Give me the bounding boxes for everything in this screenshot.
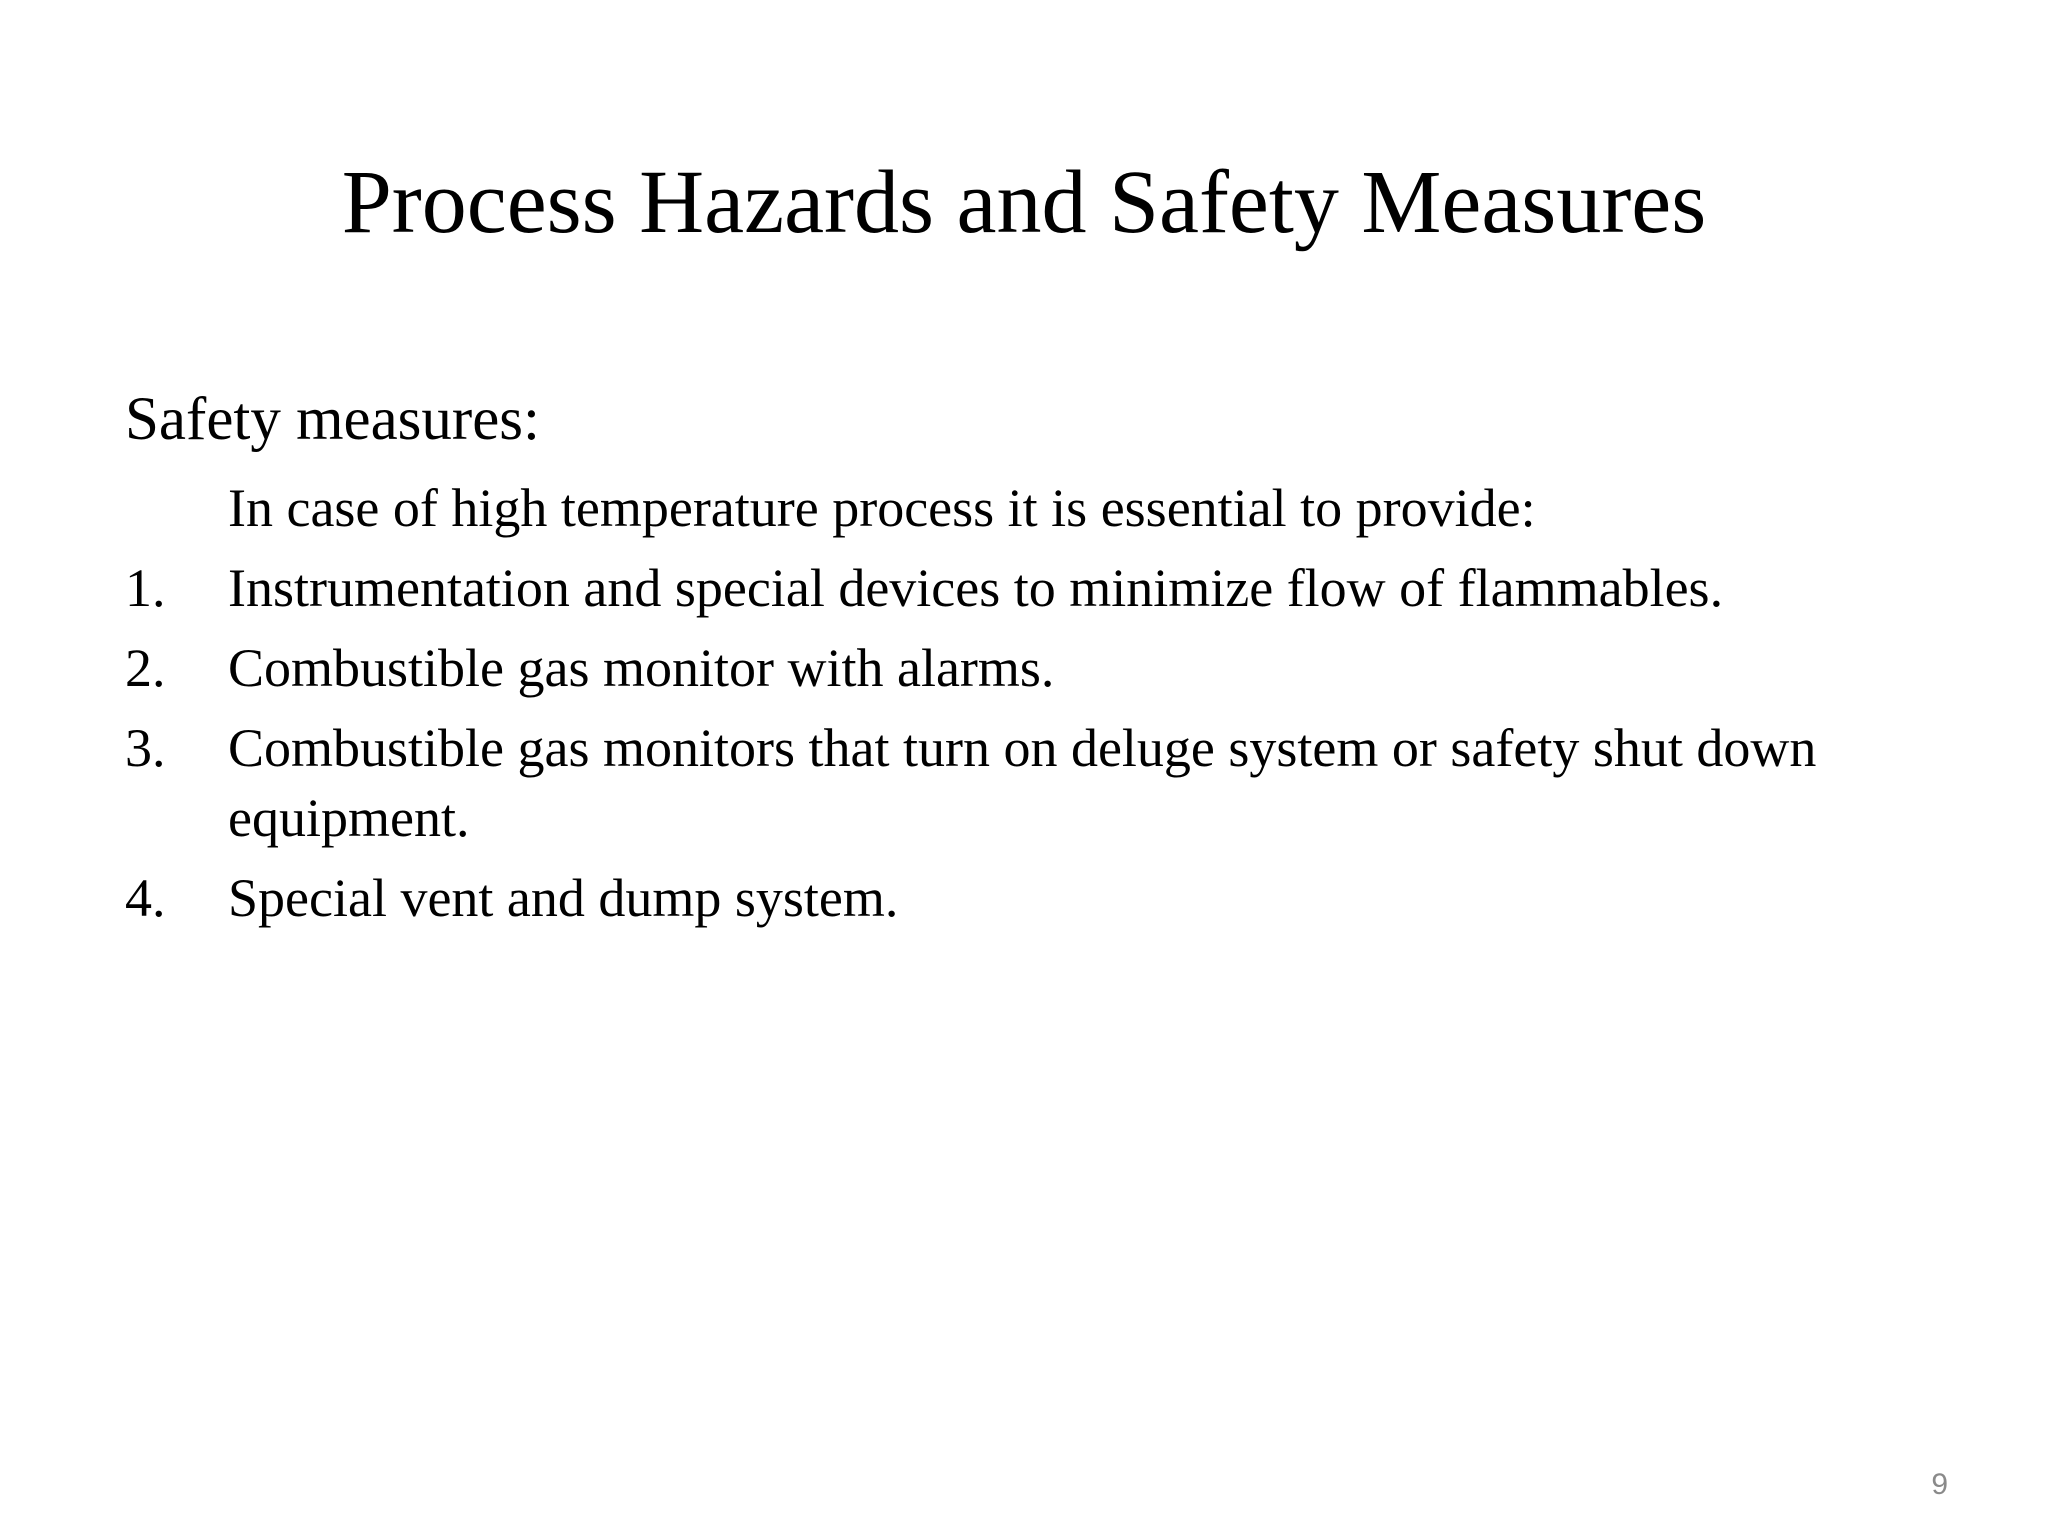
section-heading: Safety measures:	[125, 386, 540, 453]
list-item	[125, 553, 1945, 623]
list-item-text: Instrumentation and special devices to minimize flow of flammables.	[228, 558, 1724, 618]
intro-text: In case of high temperature process it is essential to provide:	[228, 478, 1536, 538]
page-number: 9	[1931, 1468, 1948, 1501]
list-item	[125, 633, 1945, 703]
list-item-number: 2.	[125, 638, 166, 698]
list-item-number: 1.	[125, 558, 166, 618]
list-item-text: Special vent and dump system.	[228, 868, 899, 928]
list-item-text: Combustible gas monitors that turn on deluge system or safety shut down equipment.	[228, 718, 1817, 848]
list-item-number: 3.	[125, 718, 166, 778]
list-item	[125, 713, 1945, 853]
list-item-text: Combustible gas monitor with alarms.	[228, 638, 1055, 698]
list-item-number: 4.	[125, 868, 166, 928]
slide-title: Process Hazards and Safety Measures	[341, 153, 1707, 252]
list-item	[125, 863, 1945, 933]
safety-measures-list	[125, 553, 1945, 943]
